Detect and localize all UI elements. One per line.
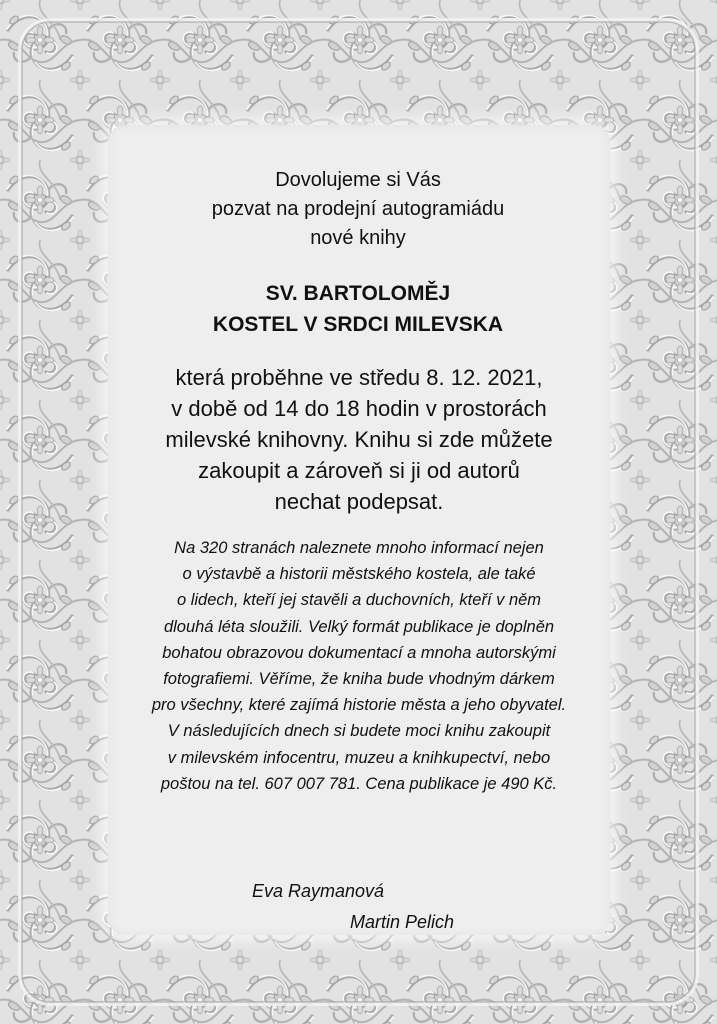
author-signature-martin: Martin Pelich (350, 912, 455, 932)
details-line: zakoupit a zároveň si ji od autorů (198, 458, 520, 483)
title-line: KOSTEL V SRDCI MILEVSKA (212, 313, 504, 336)
invitation-intro (130, 166, 586, 253)
description-line: o lidech, kteří jej stavěli a duchovních, kteří v něm (176, 591, 542, 610)
description-line: dlouhá léta sloužili. Velký formát publikace je doplněn (163, 617, 555, 636)
details-line: která proběhne ve středu 8. 12. 2021, (175, 365, 543, 390)
title-line: SV. BARTOLOMĚJ (265, 282, 451, 305)
details-line: milevské knihovny. Knihu si zde můžete (165, 427, 553, 452)
intro-line: pozvat na prodejní autogramiádu (211, 198, 505, 220)
details-line: nechat podepsat. (274, 489, 444, 514)
book-title (130, 278, 586, 340)
description-line: fotografiemi. Věříme, že kniha bude vhodným dárkem (163, 670, 555, 689)
book-description (112, 535, 606, 797)
description-line: v milevském infocentru, muzeu a knihkupectví, nebo (167, 748, 551, 767)
details-line: v době od 14 do 18 hodin v prostorách (171, 396, 547, 421)
description-line: V následujících dnech si budete moci knihu zakoupit (167, 722, 551, 741)
intro-line: nové knihy (310, 227, 406, 249)
description-line: o výstavbě a historii městského kostela, ale také (182, 565, 536, 584)
description-line: Na 320 stranách naleznete mnoho informací nejen (174, 539, 544, 557)
description-line: pro všechny, které zajímá historie města a jeho obyvatel. (151, 696, 567, 715)
description-line: bohatou obrazovou dokumentací a mnoha autorskými (162, 643, 556, 662)
intro-line: Dovolujeme si Vás (275, 169, 441, 191)
event-details (110, 362, 608, 517)
author-signature-eva: Eva Raymanová (252, 881, 385, 901)
description-line: poštou na tel. 607 007 781. Cena publikace je 490 Kč. (160, 774, 558, 793)
